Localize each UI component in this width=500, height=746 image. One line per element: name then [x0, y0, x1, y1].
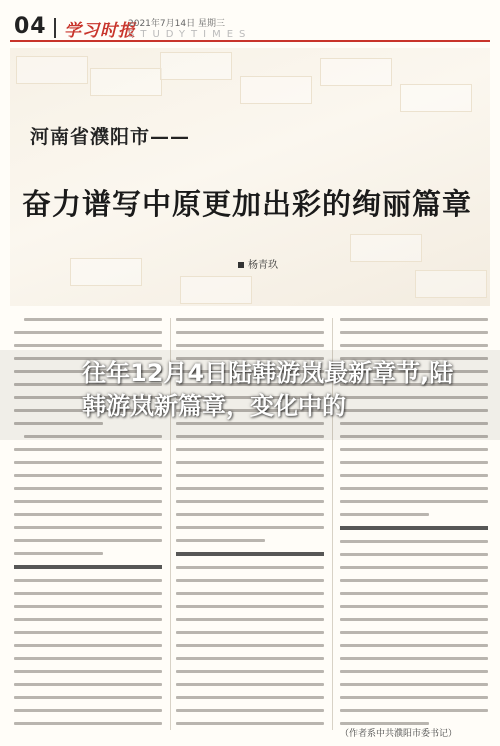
text-line — [14, 683, 162, 686]
text-line — [14, 605, 162, 608]
background-tile — [90, 68, 162, 96]
text-line — [14, 474, 162, 477]
article-header-image — [10, 48, 490, 306]
background-tile — [160, 52, 232, 80]
text-line — [176, 605, 324, 608]
text-line — [176, 513, 324, 516]
text-line — [176, 709, 324, 712]
issue-date: 2021年7月14日 星期三 — [128, 19, 225, 29]
article-headline: 奋力谱写中原更加出彩的绚丽篇章 — [22, 187, 473, 221]
text-line — [340, 579, 488, 582]
background-tile — [415, 270, 487, 298]
text-line — [14, 592, 162, 595]
text-line — [176, 644, 324, 647]
text-line — [176, 683, 324, 686]
text-line — [340, 592, 488, 595]
text-line — [176, 526, 324, 529]
text-line — [14, 722, 162, 725]
byline — [238, 256, 278, 271]
background-tile — [240, 76, 312, 104]
section-subheading — [14, 565, 162, 569]
page-number: 04 — [14, 14, 47, 39]
text-line — [176, 566, 324, 569]
text-line — [340, 631, 488, 634]
masthead-divider — [54, 18, 56, 38]
text-line — [340, 683, 488, 686]
text-line — [340, 657, 488, 660]
text-line — [14, 670, 162, 673]
text-line — [340, 566, 488, 569]
background-tile — [350, 234, 422, 262]
text-line — [14, 709, 162, 712]
text-line — [340, 670, 488, 673]
text-line — [14, 526, 162, 529]
newspaper-logo: 学习时报 — [64, 21, 136, 41]
text-line — [176, 344, 324, 347]
text-line — [176, 631, 324, 634]
text-line — [176, 331, 324, 334]
masthead — [10, 10, 490, 42]
text-line — [176, 461, 324, 464]
brand-english: STUDYTIMES — [128, 29, 252, 40]
text-line — [340, 540, 488, 543]
text-line — [176, 696, 324, 699]
text-line — [14, 461, 162, 464]
section-subheading — [340, 526, 488, 530]
text-line — [340, 605, 488, 608]
text-line — [176, 592, 324, 595]
background-tile — [70, 258, 142, 286]
text-line — [176, 539, 265, 542]
text-line — [176, 474, 324, 477]
text-line — [14, 644, 162, 647]
text-line — [14, 618, 162, 621]
text-line — [340, 318, 488, 321]
text-line — [14, 552, 103, 555]
text-line — [14, 657, 162, 660]
text-line — [176, 500, 324, 503]
text-line — [340, 461, 488, 464]
text-line — [176, 618, 324, 621]
background-tile — [400, 84, 472, 112]
text-line — [14, 344, 162, 347]
text-line — [14, 487, 162, 490]
text-line — [14, 631, 162, 634]
text-line — [14, 331, 162, 334]
background-tile — [180, 276, 252, 304]
text-line — [176, 318, 324, 321]
author-name: 杨青玖 — [248, 260, 278, 271]
text-line — [340, 448, 488, 451]
text-line — [340, 553, 488, 556]
text-line — [176, 722, 324, 725]
text-line — [340, 709, 488, 712]
text-line — [176, 448, 324, 451]
text-line — [176, 579, 324, 582]
text-line — [340, 722, 429, 725]
text-line — [24, 318, 162, 321]
text-line — [340, 500, 488, 503]
author-caption: （作者系中共濮阳市委书记） — [340, 729, 458, 739]
text-line — [340, 474, 488, 477]
text-line — [14, 448, 162, 451]
text-line — [14, 513, 162, 516]
region-heading: 河南省濮阳市—— — [30, 126, 191, 148]
section-subheading — [176, 552, 324, 556]
text-line — [14, 500, 162, 503]
text-line — [340, 644, 488, 647]
text-line — [176, 487, 324, 490]
background-tile — [320, 58, 392, 86]
text-line — [14, 539, 162, 542]
text-line — [340, 618, 488, 621]
text-line — [340, 344, 488, 347]
text-line — [176, 657, 324, 660]
text-line — [340, 331, 488, 334]
byline-marker-icon — [238, 262, 244, 268]
text-line — [340, 696, 488, 699]
text-line — [340, 487, 488, 490]
background-tile — [16, 56, 88, 84]
text-line — [340, 513, 429, 516]
text-line — [176, 670, 324, 673]
text-line — [14, 696, 162, 699]
text-line — [14, 579, 162, 582]
overlay-title: 往年12月4日陆韩游岚最新章节,陆韩游岚新篇章，变化中的 — [82, 359, 454, 420]
